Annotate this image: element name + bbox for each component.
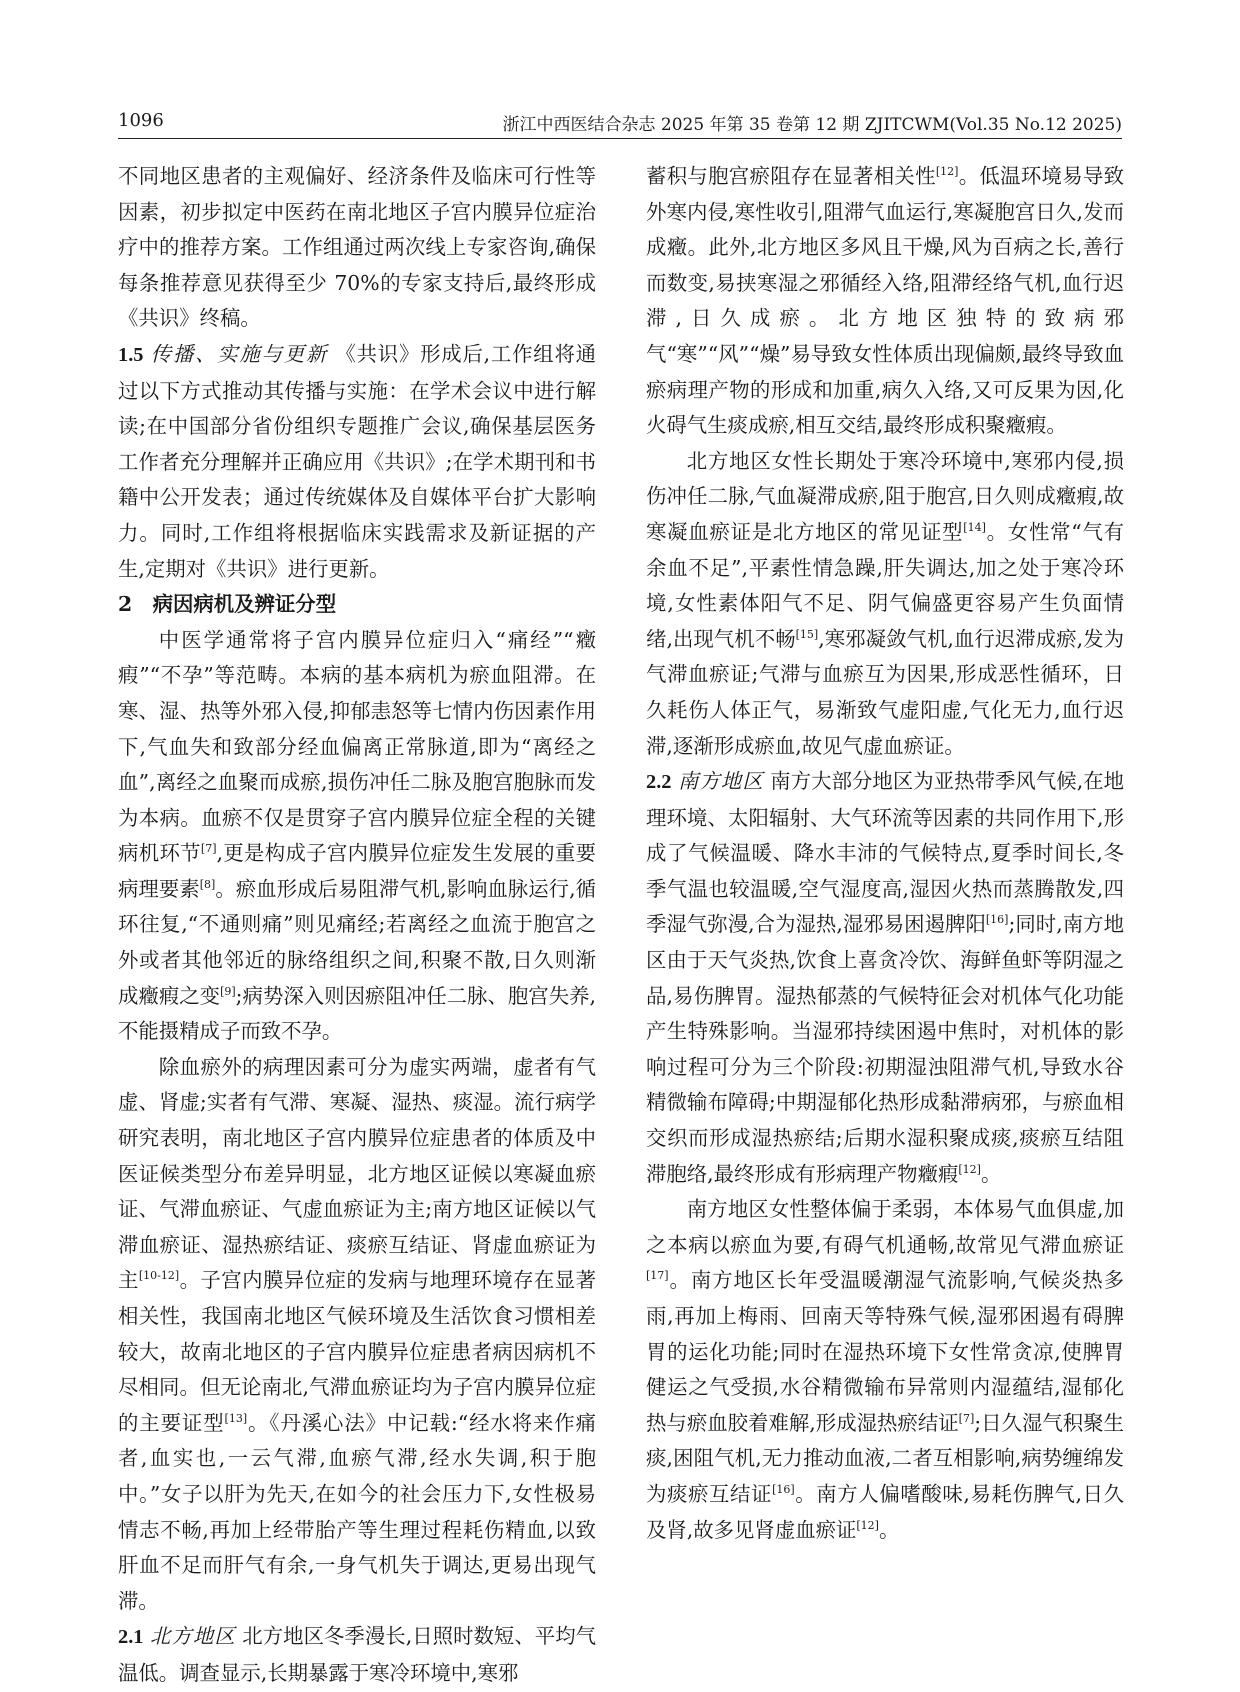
text-run: 。瘀血形成后易阻滞气机,影响血脉运行,循环往复,“不通则痛”则见痛经;若离经之血流于胞宫之外或者其他邻近的脉络组织之间,积聚不散,日久则渐成癥瘕之变: [118, 876, 596, 1008]
section-title: 南方地区: [678, 769, 764, 794]
citation: [10-12]: [138, 1269, 180, 1283]
page-number: 1096: [118, 110, 164, 131]
text-run: 。: [980, 1161, 1002, 1186]
section-heading: 2 病因病机及辨证分型: [118, 592, 337, 617]
citation: [13]: [224, 1411, 248, 1425]
text-run: 。南方地区长年受温暖潮湿气流影响,气候炎热多雨,再加上梅雨、回南天等特殊气候,湿邪困遏有碍脾胃的运化功能;同时在湿热环境下女性常贪凉,使脾胃健运之气受损,水谷精微输布异常则内湿蕴结,湿郁化热与瘀血胶着难解,形成湿热瘀结证: [646, 1268, 1124, 1435]
text-run: 。低温环境易导致外寒内侵,寒性收引,阻滞气血运行,寒凝胞宫日久,发而成癥。此外,北方地区多风且干燥,风为百病之长,善行而数变,易挟寒湿之邪循经入络,阻滞经络气机,血行迟滞,日久成瘀。北方地区独特的致病邪气“寒”“风”“燥”易导致女性体质出现偏颇,最终导致血瘀病理产物的形成和加重,病久入络,又可反果为因,化火碍气生痰成瘀,相互交结,最终形成积聚癥瘕。: [646, 164, 1125, 438]
section-2-2: [646, 764, 1124, 1192]
citation: [16]: [772, 1482, 795, 1496]
section-text: 《共识》形成后,工作组将通过以下方式推动其传播与实施：在学术会议中进行解读;在中国部分省份组织专题推广会议,确保基层医务工作者充分理解并正确应用《共识》;在学术期刊和书籍中公开发表；通过传统媒体及自媒体平台扩大影响力。同时,工作组将根据临床实践需求及新证据的产生,定期对《共识》进行更新。: [118, 341, 597, 581]
text-run: ,更是构成子宫内膜异位症发生发展的重要病理要素: [118, 841, 597, 901]
section-title: 北方地区: [150, 1624, 236, 1649]
text-run: 。南方人偏嗜酸味,易耗伤脾气,日久及肾,故多见肾虚血瘀证: [646, 1481, 1124, 1542]
citation: [15]: [795, 627, 819, 641]
citation: [7]: [958, 1411, 975, 1425]
citation: [12]: [935, 165, 959, 178]
citation: [7]: [200, 842, 217, 856]
citation: [9]: [220, 984, 236, 998]
text-run: 。子宫内膜异位症的发病与地理环境存在显著相关性，我国南北地区气候环境及生活饮食习惯相差较大，故南北地区的子宫内膜异位症患者病因病机不尽相同。但无论南北,气滞血瘀证均为子宫内膜异位症的主要证型: [118, 1268, 596, 1435]
citation: [17]: [646, 1269, 669, 1283]
section-1-5: [118, 337, 596, 587]
citation: [14]: [963, 520, 986, 534]
section-number: 1.5: [118, 343, 144, 366]
section-number: 2.2: [646, 771, 672, 794]
left-column: [118, 159, 596, 1692]
text-run: ;日久湿气积聚生痰,困阻气机,无力推动血液,二者互相影响,病势缠绵发为痰瘀互结证: [646, 1410, 1124, 1506]
section-text: 北方地区冬季漫长,日照时数短、平均气温低。调查显示,长期暴露于寒冷环境中,寒邪: [118, 1624, 597, 1685]
paragraph: [646, 444, 1124, 764]
text-run: 南方大部分地区为亚热带季风气候,在地理环境、太阳辐射、大气环流等因素的共同作用下,形成了气候温暖、降水丰沛的气候特点,夏季时间长,冬季气温也较温暖,空气湿度高,湿因火热而蒸腾散发,四季湿气弥漫,合为湿热,湿邪易困遏脾阳: [646, 769, 1125, 937]
right-column: [646, 159, 1124, 1548]
text-run: 蓄积与胞宫瘀阻存在显著相关性: [646, 164, 936, 188]
citation: [12]: [856, 1518, 879, 1532]
citation: [8]: [199, 877, 216, 891]
text-run: ;同时,南方地区由于天气炎热,饮食上喜贪冷饮、海鲜鱼虾等阴湿之品,易伤脾胃。湿热郁蒸的气候特征会对机体气化功能产生特殊影响。当湿邪持续困遏中焦时，对机体的影响过程可分为三个阶段:初期湿浊阻滞气机,导致水谷精微输布障碍;中期湿郁化热形成黏滞病邪，与瘀血相交织而形成湿热瘀结;后期水湿积聚成痰,痰瘀互结阻滞胞络,最终形成有形病理产物癥瘕: [646, 912, 1124, 1186]
paragraph: [646, 159, 1124, 444]
text-run: 除血瘀外的病理因素可分为虚实两端，虚者有气虚、肾虚;实者有气滞、寒凝、湿热、痰湿。流行病学研究表明，南北地区子宫内膜异位症患者的体质及中医证候类型分布差异明显，北方地区证候以寒凝血瘀证、气滞血瘀证、气虚血瘀证为主;南方地区证候以气滞血瘀证、湿热瘀结证、痰瘀互结证、肾虚血瘀证为主: [118, 1054, 596, 1293]
section-number: 2.1: [118, 1626, 144, 1649]
text-run: ;病势深入则因瘀阻冲任二脉、胞宫失养,不能摄精成子而致不孕。: [118, 983, 597, 1044]
text-run: 中医学通常将子宫内膜异位症归入“痛经”“癥瘕”“不孕”等范畴。本病的基本病机为瘀血阻滞。在寒、湿、热等外邪入侵,抑郁恚怒等七情内伤因素作用下,气血失和致部分经血偏离正常脉道,即为“离经之血”,离经之血聚而成瘀,损伤冲任二脉及胞宫胞脉而发为本病。血瘀不仅是贯穿子宫内膜异位症全程的关键病机环节: [118, 627, 596, 866]
text-run: ,寒邪凝敛气机,血行迟滞成瘀,发为气滞血瘀证;气滞与血瘀互为因果,形成恶性循环，日久耗伤人体正气，易渐致气虚阳虚,气化无力,血行迟滞,逐渐形成瘀血,故见气虚血瘀证。: [646, 626, 1124, 758]
citation: [12]: [958, 1162, 981, 1176]
text-run: 南方地区女性整体偏于柔弱，本体易气血俱虚,加之本病以瘀血为要,有碍气机通畅,故常见气滞血瘀证: [646, 1197, 1124, 1257]
section-title: 传播、实施与更新: [150, 341, 329, 366]
paragraph: [646, 1192, 1124, 1548]
text-run: 。《丹溪心法》中记载:“经水将来作痛者,血实也,一云气滞,血瘀气滞,经水失调,积于胞中。”女子以肝为先天,在如今的社会压力下,女性极易情志不畅,再加上经带胎产等生理过程耗伤精血,以致肝血不足而肝气有余,一身气机失于调达,更易出现气滞。: [118, 1410, 597, 1613]
journal-title: 浙江中西医结合杂志 2025 年第 35 卷第 12 期 ZJITCWM(Vol.35 No.12 2025): [502, 115, 1122, 135]
citation: [16]: [985, 913, 1009, 927]
paragraph: [118, 1050, 596, 1620]
text-run: 。: [878, 1517, 900, 1542]
text-run: 北方地区女性长期处于寒冷环境中,寒邪内侵,损伤冲任二脉,气血凝滞成瘀,阻于胞宫,日久则成癥瘕,故寒凝血瘀证是北方地区的常见证型: [646, 448, 1124, 544]
running-header: [118, 108, 1122, 139]
text-run: 。女性常“气有余血不足”,平素性情急躁,肝失调达,加之处于寒冷环境,女性素体阳气不足、阴气偏盛更容易产生负面情绪,出现气机不畅: [646, 519, 1124, 651]
paragraph: 不同地区患者的主观偏好、经济条件及临床可行性等因素，初步拟定中医药在南北地区子宫内膜异位症治疗中的推荐方案。工作组通过两次线上专家咨询,确保每条推荐意见获得至少 70%的专家支持后,最终形成《共识》终稿。: [118, 164, 596, 331]
section-2-1: [118, 1619, 596, 1691]
paragraph: [118, 623, 596, 1050]
